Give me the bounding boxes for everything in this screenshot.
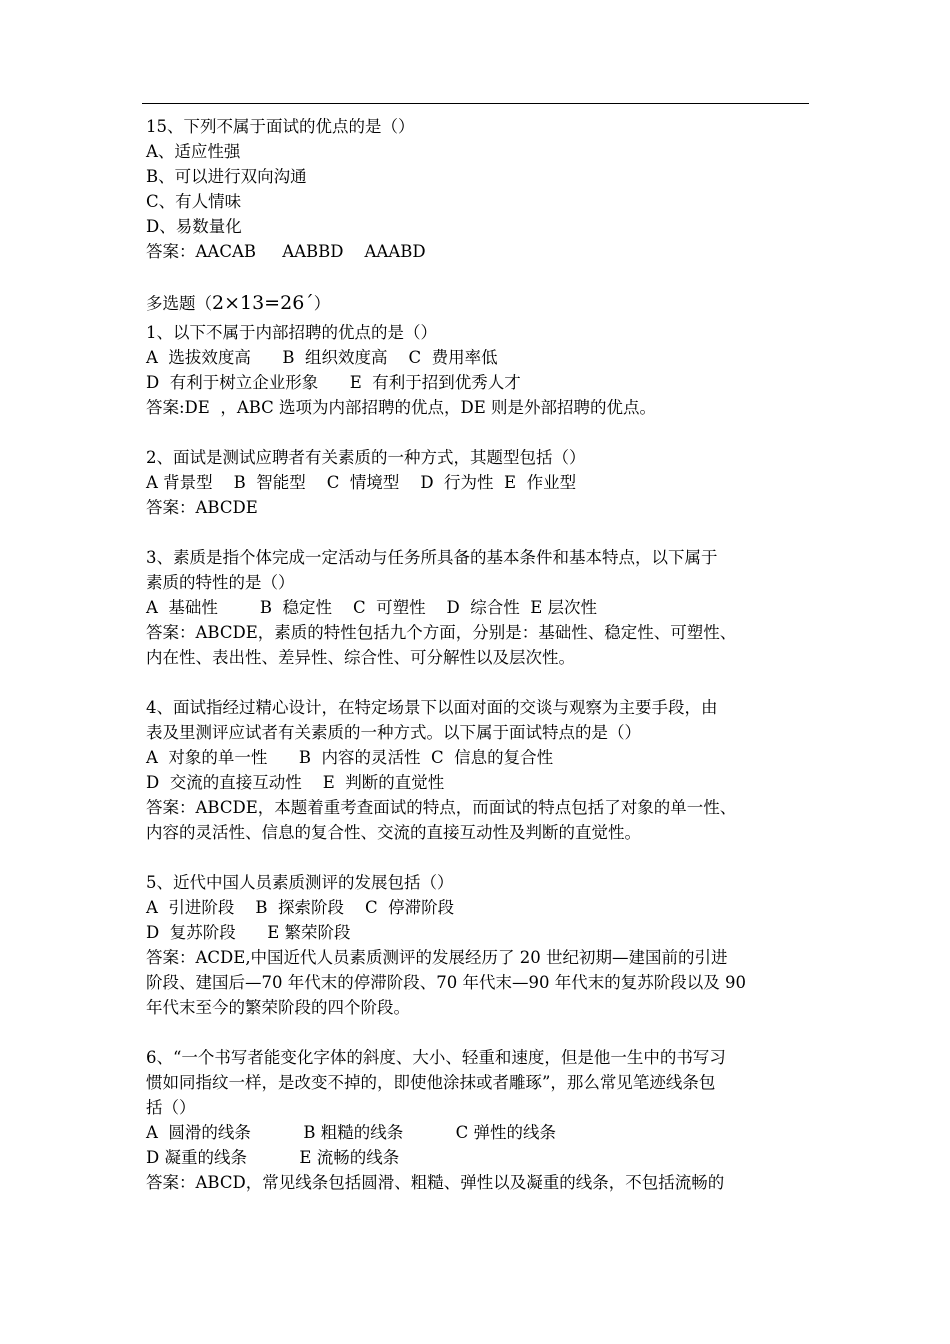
q3-answer-line2: 内在性、表出性、差异性、综合性、可分解性以及层次性。: [146, 648, 575, 667]
q6-options-line2: D 凝重的线条 E 流畅的线条: [146, 1148, 400, 1167]
q5-answer-line1: 答案：ACDE,中国近代人员素质测评的发展经历了 20 世纪初期—建国前的引进: [146, 948, 728, 967]
q4-options-line2: D 交流的直接互动性 E 判断的直觉性: [146, 773, 445, 792]
q15-option-c: C、有人情味: [146, 192, 242, 211]
q6-stem-line3: 括（）: [146, 1098, 196, 1117]
q4-options-line1: A 对象的单一性 B 内容的灵活性 C 信息的复合性: [146, 748, 554, 767]
q1-stem: 1、以下不属于内部招聘的优点的是（）: [146, 323, 437, 342]
section-score: 2×13=26´: [212, 292, 314, 314]
q3-stem-line2: 素质的特性的是（）: [146, 573, 295, 592]
spacer: [146, 670, 810, 695]
q3-answer-line1: 答案：ABCDE，素质的特性包括九个方面，分别是：基础性、稳定性、可塑性、: [146, 623, 737, 642]
q15-stem: 15、下列不属于面试的优点的是（）: [146, 117, 415, 136]
q2-options: A 背景型 B 智能型 C 情境型 D 行为性 E 作业型: [146, 473, 577, 492]
q2-stem: 2、面试是测试应聘者有关素质的一种方式，其题型包括（）: [146, 448, 586, 467]
q6-answer-line1: 答案：ABCD，常见线条包括圆滑、粗糙、弹性以及凝重的线条，不包括流畅的: [146, 1173, 725, 1192]
q4-answer-line2: 内容的灵活性、信息的复合性、交流的直接互动性及判断的直觉性。: [146, 823, 641, 842]
q5-answer-line2: 阶段、建国后—70 年代末的停滞阶段、70 年代末—90 年代末的复苏阶段以及 90: [146, 973, 746, 992]
q3-stem-line1: 3、素质是指个体完成一定活动与任务所具备的基本条件和基本特点，以下属于: [146, 548, 718, 567]
spacer: [146, 420, 810, 445]
q1-options-line2: D 有利于树立企业形象 E 有利于招到优秀人才: [146, 373, 521, 392]
header-rule: [142, 103, 809, 104]
spacer: [146, 520, 810, 545]
spacer: [146, 845, 810, 870]
spacer: [146, 1020, 810, 1045]
document-body: [146, 114, 810, 1195]
q4-answer-line1: 答案：ABCDE，本题着重考查面试的特点，而面试的特点包括了对象的单一性、: [146, 798, 737, 817]
q6-stem-line2: 惯如同指纹一样，是改变不掉的，即使他涂抹或者雕琢”，那么常见笔迹线条包: [146, 1073, 716, 1092]
q1-answer: 答案:DE ，ABC 选项为内部招聘的优点，DE 则是外部招聘的优点。: [146, 398, 657, 417]
q5-answer-line3: 年代末至今的繁荣阶段的四个阶段。: [146, 998, 410, 1017]
q5-options-line1: A 引进阶段 B 探索阶段 C 停滞阶段: [146, 898, 455, 917]
q3-options: A 基础性 B 稳定性 C 可塑性 D 综合性 E 层次性: [146, 598, 598, 617]
q15-option-b: B、可以进行双向沟通: [146, 167, 307, 186]
q6-stem-line1: 6、“一个书写者能变化字体的斜度、大小、轻重和速度，但是他一生中的书写习: [146, 1048, 726, 1067]
q15-answer: 答案：AACAB AABBD AAABD: [146, 242, 426, 261]
q15-option-d: D、易数量化: [146, 217, 242, 236]
q6-options-line1: A 圆滑的线条 B 粗糙的线条 C 弹性的线条: [146, 1123, 557, 1142]
section-label: 多选题（: [146, 294, 212, 313]
q5-options-line2: D 复苏阶段 E 繁荣阶段: [146, 923, 351, 942]
q4-stem-line2: 表及里测评应试者有关素质的一种方式。以下属于面试特点的是（）: [146, 723, 641, 742]
section-close: ）: [313, 294, 331, 313]
q15-option-a: A、适应性强: [146, 142, 241, 161]
q4-stem-line1: 4、面试指经过精心设计，在特定场景下以面对面的交谈与观察为主要手段，由: [146, 698, 718, 717]
section-heading: [146, 286, 810, 320]
q2-answer: 答案：ABCDE: [146, 498, 258, 517]
q5-stem: 5、近代中国人员素质测评的发展包括（）: [146, 873, 454, 892]
q1-options-line1: A 选拔效度高 B 组织效度高 C 费用率低: [146, 348, 498, 367]
